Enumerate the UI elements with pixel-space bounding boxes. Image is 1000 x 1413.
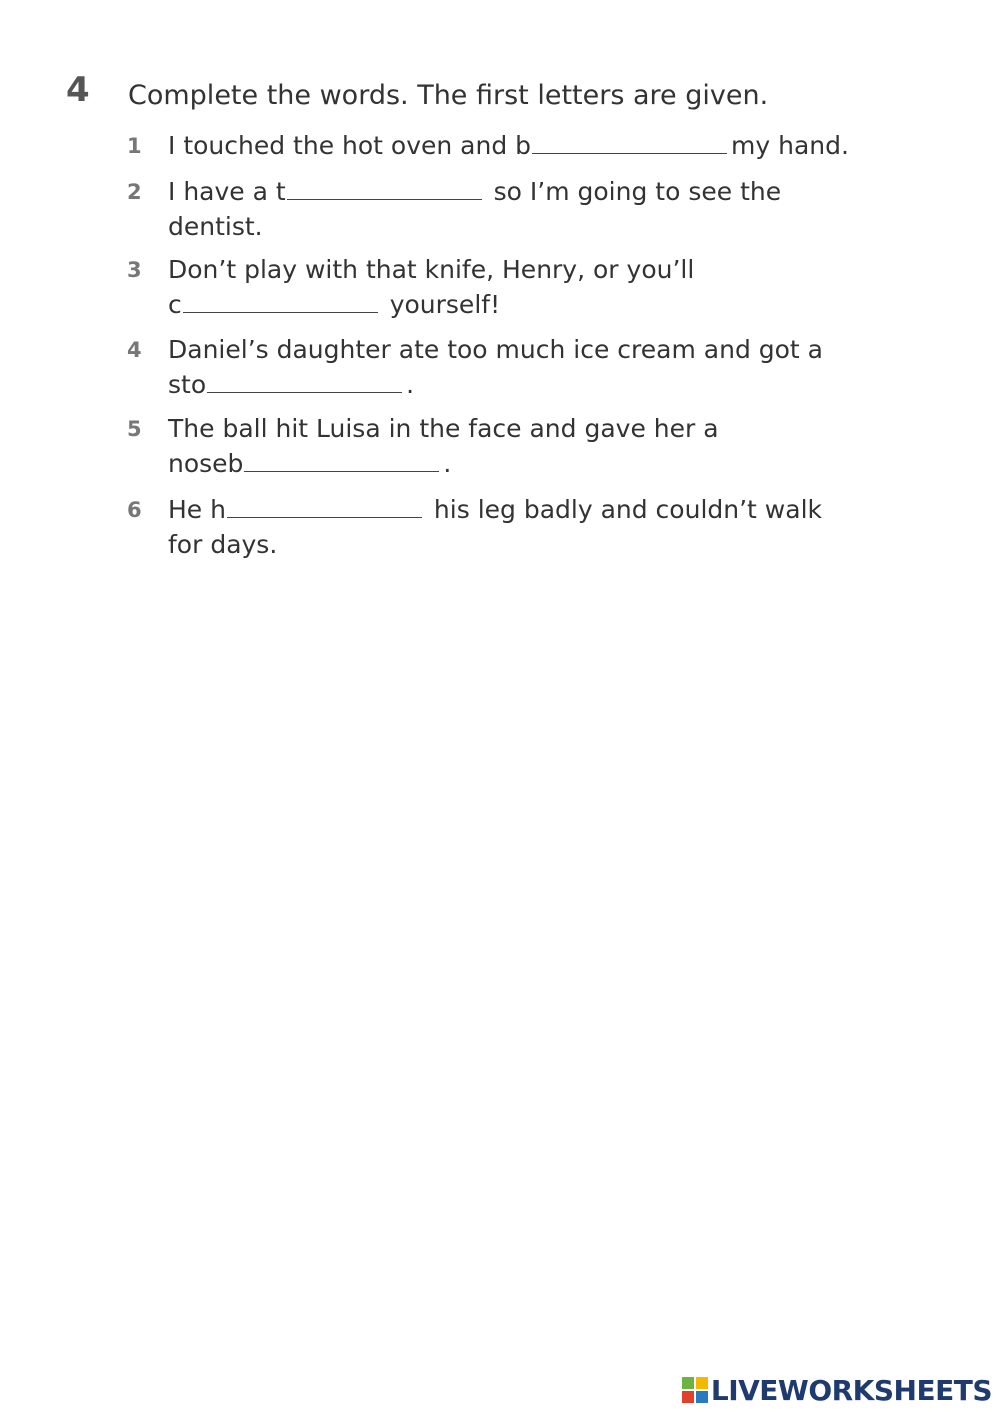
item-line <box>168 411 719 447</box>
item-number: 3 <box>127 258 142 282</box>
item-text: He h <box>168 495 226 524</box>
item-line-continued <box>168 209 263 245</box>
item-line <box>168 252 694 288</box>
item-line <box>168 492 822 528</box>
item-line <box>168 332 823 368</box>
liveworksheets-watermark <box>682 1373 992 1407</box>
answer-blank-6[interactable] <box>227 495 422 518</box>
item-text: noseb <box>168 449 244 478</box>
exercise-number: 4 <box>66 70 90 110</box>
item-line <box>168 174 781 210</box>
liveworksheets-logo-icon <box>682 1377 708 1403</box>
item-text: c <box>168 290 182 319</box>
item-text: my hand. <box>731 131 849 160</box>
answer-blank-2[interactable] <box>287 177 482 200</box>
answer-blank-3[interactable] <box>183 290 378 313</box>
item-text: his leg badly and couldn’t walk <box>425 495 822 524</box>
item-text: yourself! <box>381 290 501 319</box>
item-text: The ball hit Luisa in the face and gave her a <box>168 414 719 443</box>
answer-blank-5[interactable] <box>244 449 439 472</box>
item-number: 4 <box>127 338 142 362</box>
item-line-continued <box>168 527 277 563</box>
item-text: dentist. <box>168 212 263 241</box>
watermark-text: LIVEWORKSHEETS <box>710 1373 992 1407</box>
item-number: 6 <box>127 498 142 522</box>
item-line-continued <box>168 287 500 323</box>
item-text: sto <box>168 370 207 399</box>
item-line-continued <box>168 367 414 403</box>
item-number: 2 <box>127 180 142 204</box>
item-line-continued <box>168 446 451 482</box>
exercise-instruction: Complete the words. The first letters are given. <box>128 80 769 111</box>
answer-blank-1[interactable] <box>532 131 727 154</box>
item-line <box>168 128 849 164</box>
item-number: 1 <box>127 134 142 158</box>
item-text: . <box>406 370 415 399</box>
item-text: Daniel’s daughter ate too much ice cream and got a <box>168 335 823 364</box>
answer-blank-4[interactable] <box>207 370 402 393</box>
item-text: for days. <box>168 530 278 559</box>
item-text: so I’m going to see the <box>485 177 782 206</box>
item-text: . <box>443 449 452 478</box>
item-text: Don’t play with that knife, Henry, or you’ll <box>168 255 695 284</box>
item-text: I have a t <box>168 177 286 206</box>
item-number: 5 <box>127 417 142 441</box>
item-text: I touched the hot oven and b <box>168 131 532 160</box>
